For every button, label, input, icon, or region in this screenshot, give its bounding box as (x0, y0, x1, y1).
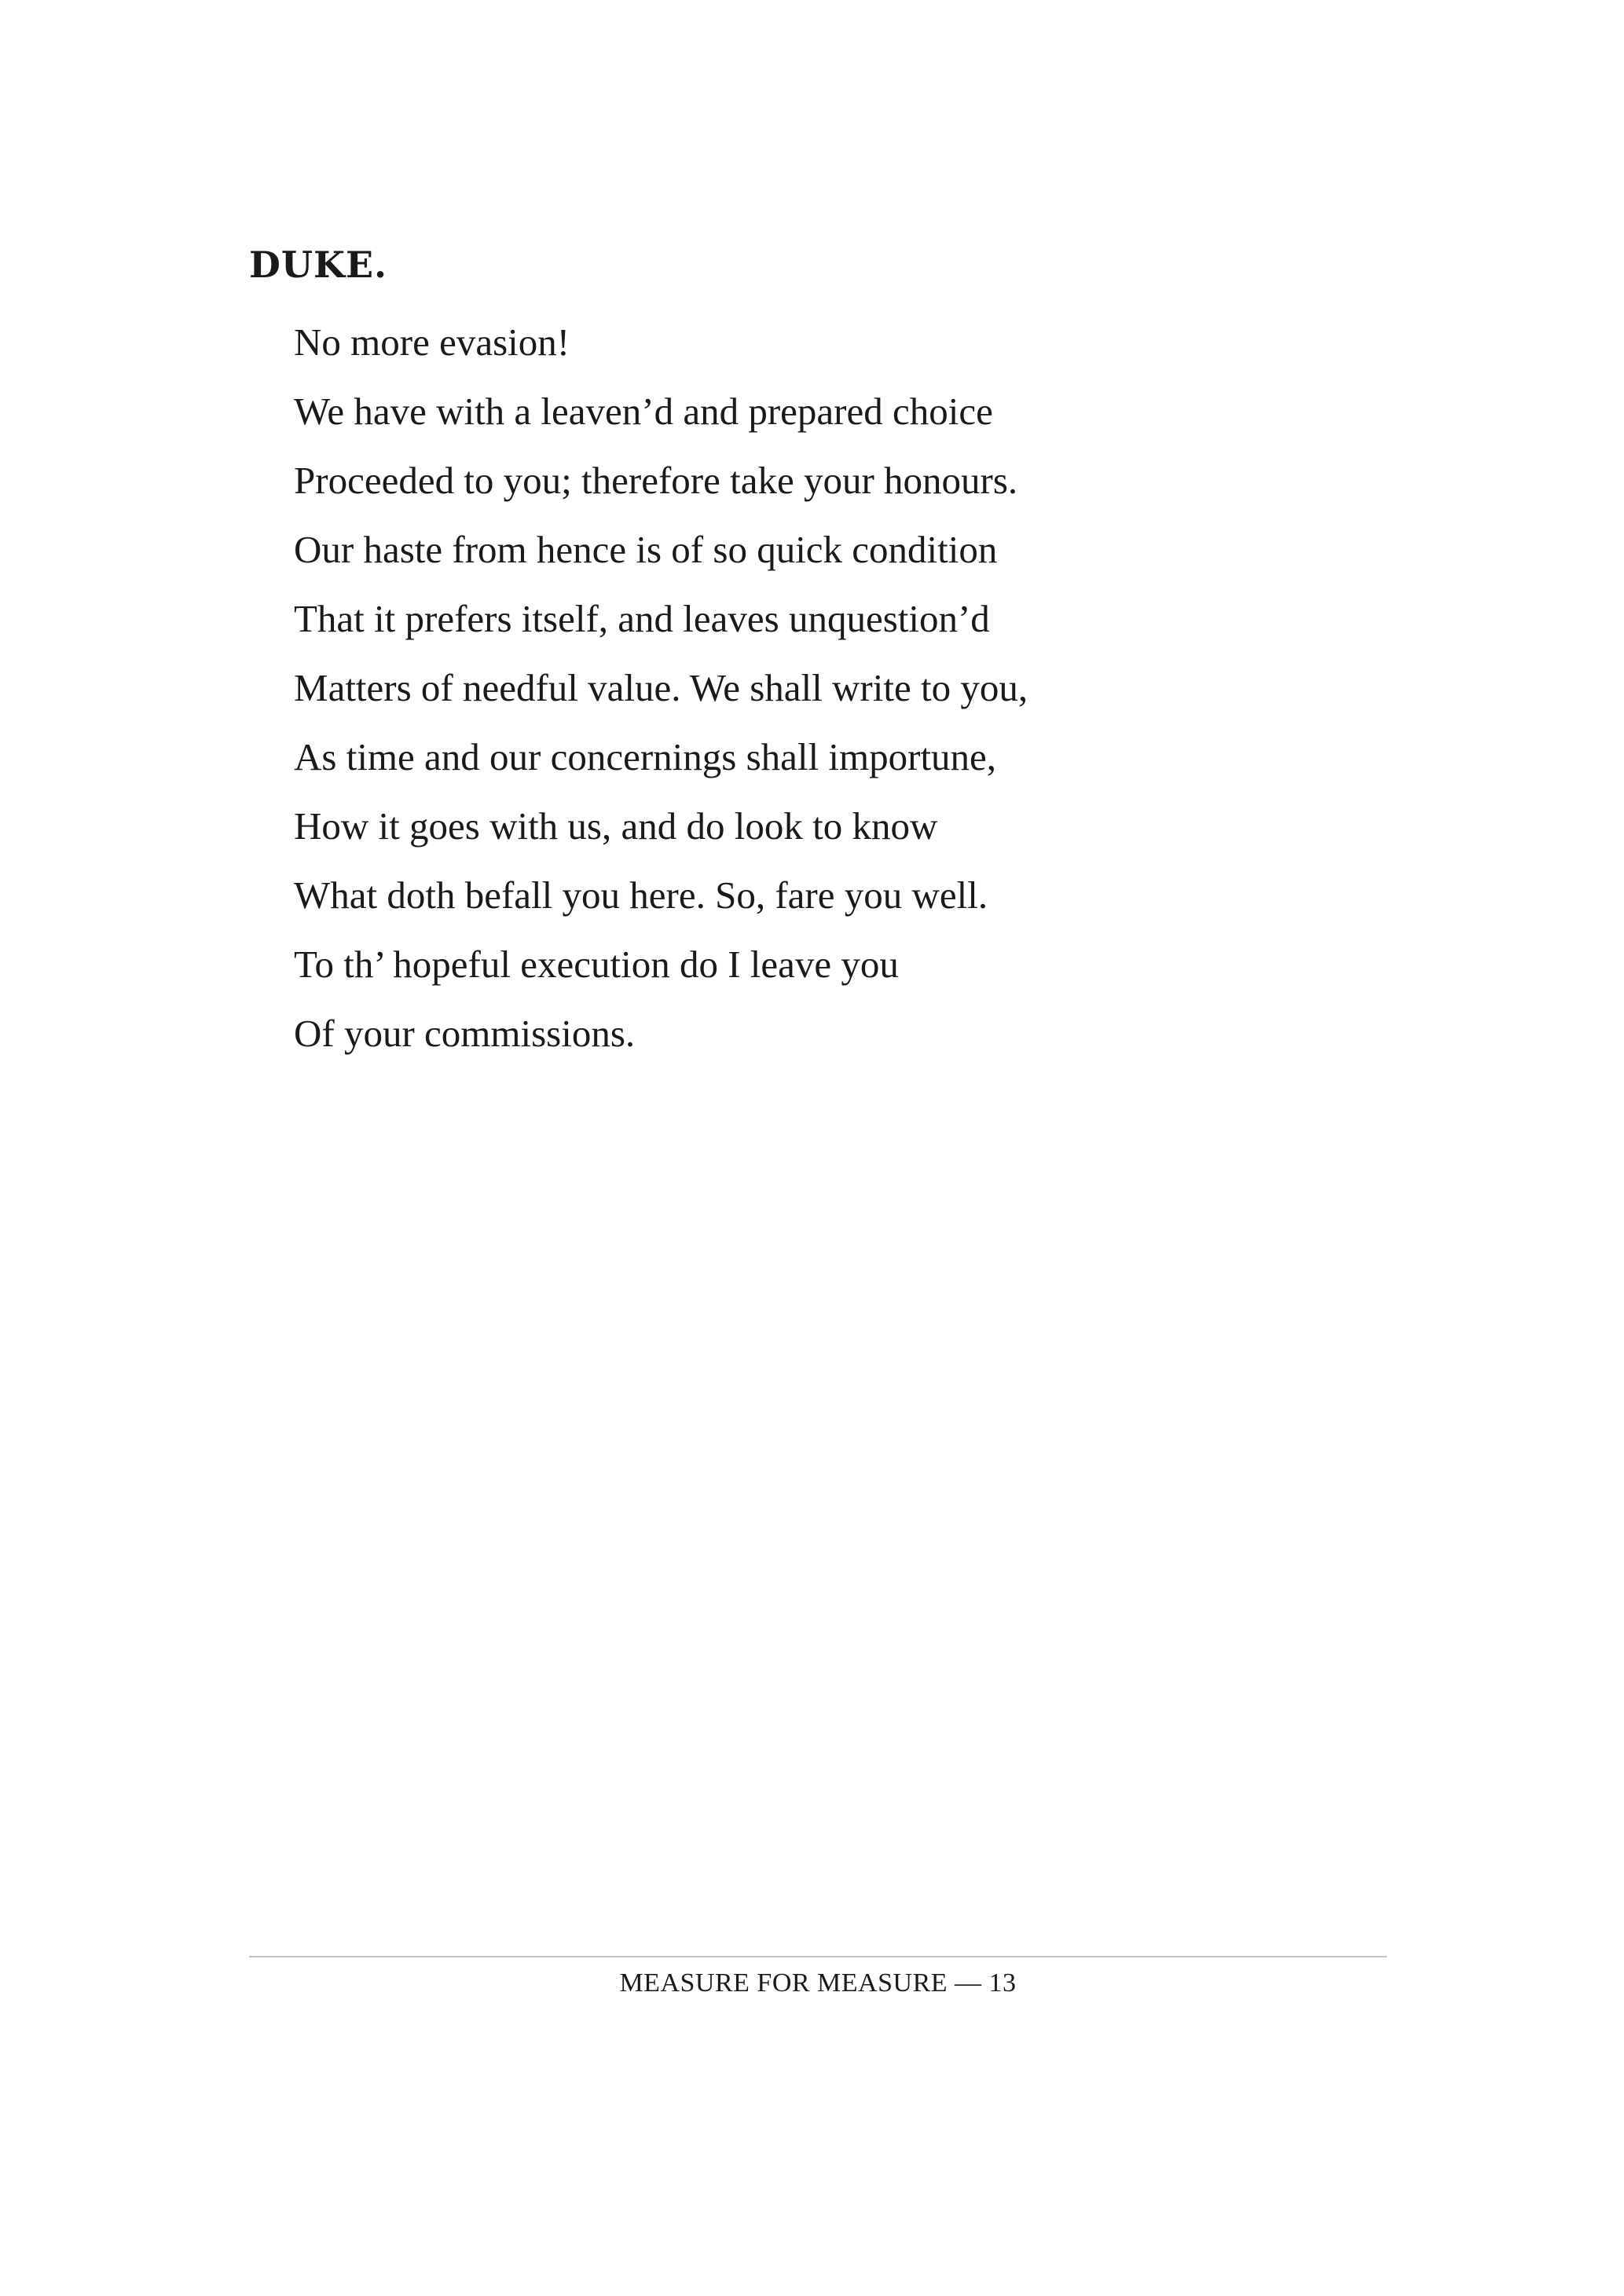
verse-line: We have with a leaven’d and prepared choice (294, 390, 993, 433)
verse-line: Of your commissions. (294, 1012, 636, 1055)
verse-line: Matters of needful value. We shall write to you, (294, 666, 1028, 709)
verse-line: To th’ hopeful execution do I leave you (294, 943, 899, 986)
speaker-name: DUKE. (249, 244, 388, 286)
page-footer: MEASURE FOR MEASURE — 13 (619, 1968, 1017, 1998)
verse-line: No more evasion! (294, 320, 570, 364)
verse-line: Proceeded to you; therefore take your honours. (294, 459, 1018, 502)
verse-line: As time and our concernings shall importune, (294, 735, 997, 778)
verse-line: How it goes with us, and do look to know (294, 804, 938, 848)
verse-line: That it prefers itself, and leaves unquestion’d (294, 597, 990, 640)
speech-verse (294, 308, 1028, 1068)
verse-line: Our haste from hence is of so quick condition (294, 528, 998, 571)
verse-line: What doth befall you here. So, fare you well. (294, 873, 988, 917)
footer-divider (249, 1956, 1387, 1957)
